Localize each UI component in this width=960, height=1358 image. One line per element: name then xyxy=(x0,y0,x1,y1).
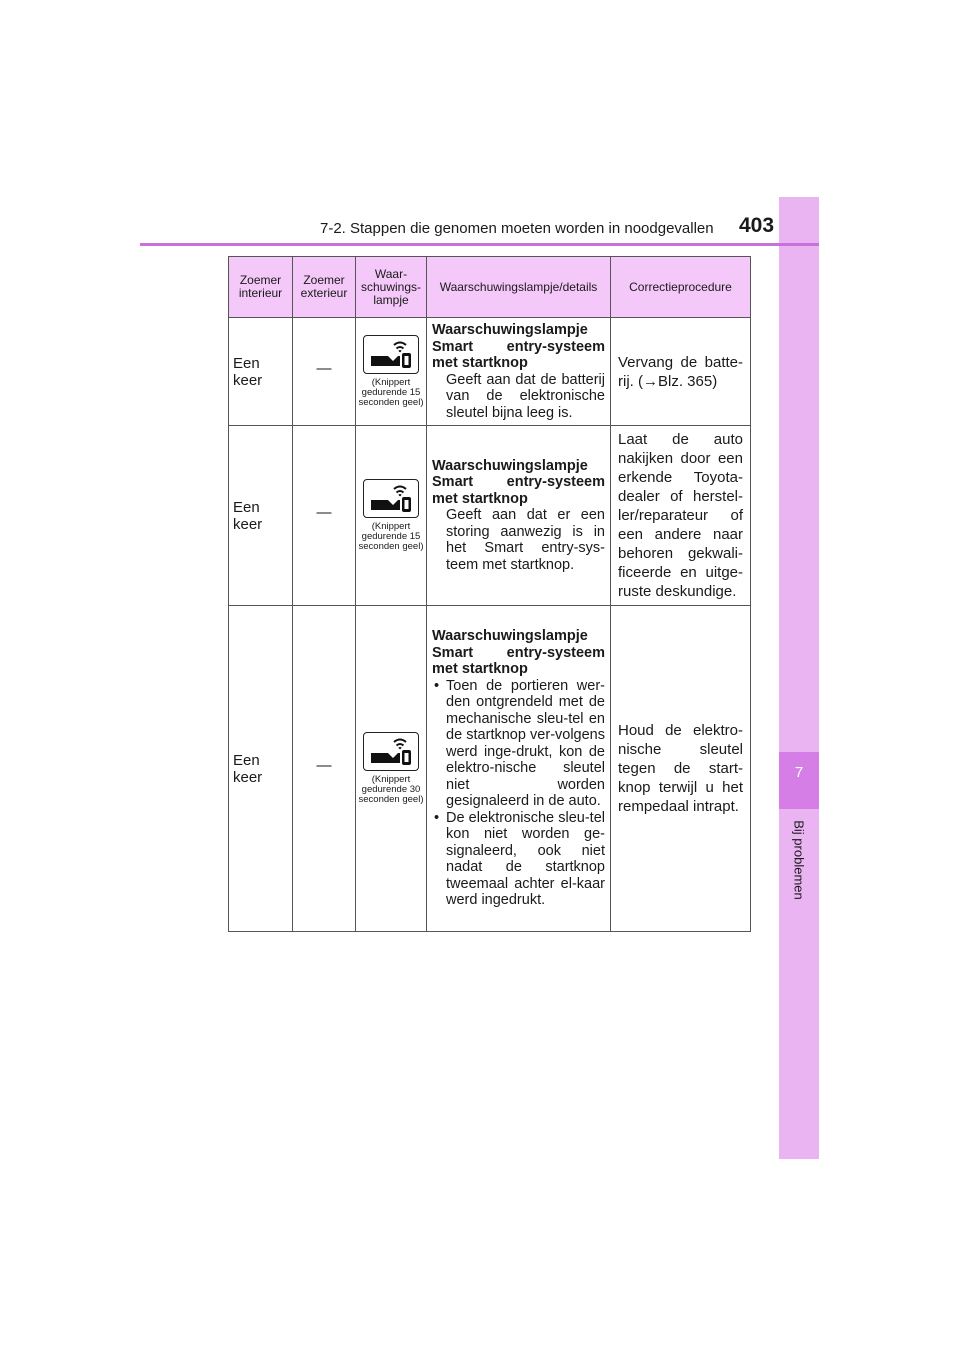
list-item: • Toen de portieren wer-den ontgrendeld met de mechanische sleu-tel en de startknop ver-volgens werd inge-drukt, kon de elektro-nische sleutel niet worden gesignaleerd in de auto. xyxy=(432,678,605,810)
header-warning-lamp: Waar- schuwings- lampje xyxy=(356,257,427,318)
chapter-number: 7 xyxy=(794,764,804,781)
warning-lamp-cell xyxy=(356,426,427,606)
detail-title: Waarschuwingslampje Smart entry-systeem met startknop xyxy=(432,322,605,371)
detail-bullets xyxy=(432,678,605,909)
chapter-label: Bij problemen xyxy=(791,820,807,900)
buzzer-exterior-cell: — xyxy=(293,606,356,932)
blink-note: (Knippert gedurende 15 seconden geel) xyxy=(358,521,424,552)
detail-text: Geeft aan dat de batterij van de elektronische sleutel bijna leeg is. xyxy=(446,371,605,421)
lamp-detail-cell xyxy=(427,318,611,426)
buzzer-exterior-cell: — xyxy=(293,426,356,606)
buzzer-interior-cell: Een keer xyxy=(229,426,293,606)
blink-note: (Knippert gedurende 30 seconden geel) xyxy=(358,774,424,805)
table-header-row xyxy=(229,257,751,318)
procedure-cell: Laat de auto nakijken door een erkende Toyota-dealer of herstel-ler/reparateur of een andere naar behoren gekwali-ficeerde en uitge-ruste deskundige. xyxy=(611,426,751,606)
table-row xyxy=(229,318,751,426)
header-buzzer-exterior: Zoemer exterieur xyxy=(293,257,356,318)
procedure-cell: Vervang de batte-rij. (→Blz. 365) xyxy=(611,318,751,426)
lamp-detail-cell xyxy=(427,426,611,606)
smart-key-warning-icon xyxy=(363,479,419,518)
list-item: • De elektronische sleu-tel kon niet worden ge-signaleerd, ook niet nadat de startknop tweemaal achter el-kaar werd ingedrukt. xyxy=(432,810,605,909)
detail-title: Waarschuwingslampje Smart entry-systeem met startknop xyxy=(432,628,605,678)
smart-key-warning-icon xyxy=(363,335,419,374)
header-procedure: Correctieprocedure xyxy=(611,257,751,318)
warning-table xyxy=(228,256,751,932)
page-number: 403 xyxy=(739,214,775,237)
buzzer-interior-cell: Een keer xyxy=(229,606,293,932)
section-title: 7-2. Stappen die genomen moeten worden in noodgevallen xyxy=(320,220,714,237)
header-rule xyxy=(140,243,819,246)
warning-lamp-cell xyxy=(356,318,427,426)
table-row xyxy=(229,426,751,606)
chapter-side-tab xyxy=(779,197,819,1159)
buzzer-interior-cell: Een keer xyxy=(229,318,293,426)
procedure-cell: Houd de elektro-nische sleutel tegen de start-knop terwijl u het rempedaal intrapt. xyxy=(611,606,751,932)
header-lamp-details: Waarschuwingslampje/details xyxy=(427,257,611,318)
detail-text: Geeft aan dat er een storing aanwezig is in het Smart entry-sys-teem met startknop. xyxy=(446,507,605,573)
lamp-detail-cell xyxy=(427,606,611,932)
warning-lamp-cell xyxy=(356,606,427,932)
buzzer-exterior-cell: — xyxy=(293,318,356,426)
table-row xyxy=(229,606,751,932)
smart-key-warning-icon xyxy=(363,732,419,771)
detail-title: Waarschuwingslampje Smart entry-systeem met startknop xyxy=(432,457,605,507)
blink-note: (Knippert gedurende 15 seconden geel) xyxy=(358,377,424,408)
header-buzzer-interior: Zoemer interieur xyxy=(229,257,293,318)
